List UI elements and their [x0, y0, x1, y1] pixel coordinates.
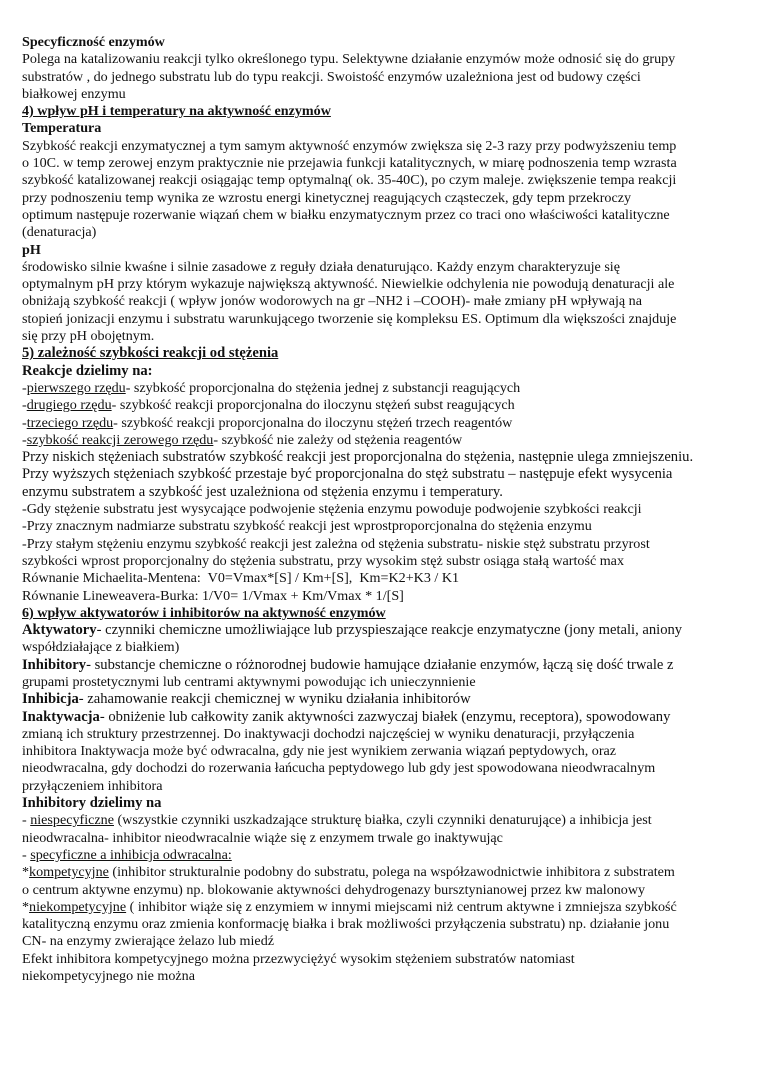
body-text: Przy niskich stężeniach substratów szybkość reakcji jest proporcjonalna do stężenia, następnie ulega zmniejszeniu.	[22, 449, 694, 466]
text-line	[22, 207, 744, 224]
text-line	[22, 812, 744, 829]
text-line	[22, 120, 744, 137]
text-line	[22, 657, 744, 674]
text-line	[22, 674, 744, 691]
text-line	[22, 639, 744, 656]
heading-text: 6) wpływ aktywatorów i inhibitorów na aktywność enzymów	[22, 604, 386, 621]
body-text: (denaturacja)	[22, 224, 97, 241]
body-text: o centrum aktywne enzymu) np. blokowanie aktywności dehydrogenazy bursztynianowej przez kw malonowy	[22, 881, 646, 898]
body-text: - szybkość nie zależy od stężenia reagentów	[213, 431, 463, 448]
body-text: -Przy znacznym nadmiarze substratu szybkość reakcji jest wprostproporcjonalna do stężenia enzymu	[22, 518, 592, 535]
text-line	[22, 328, 744, 345]
document-body	[22, 34, 744, 985]
body-text: środowisko silnie kwaśne i silnie zasadowe z reguły działa denaturująco. Każdy enzym charakteryzuje się	[22, 258, 620, 275]
text-line	[22, 726, 744, 743]
text-line	[22, 553, 744, 570]
text-line	[22, 397, 744, 414]
body-text: inhibitora Inaktywacja może być odwracalna, gdy nie jest wynikiem zerwania wiązań peptydowych, oraz	[22, 743, 617, 760]
body-text: - szybkość reakcji proporcjonalna do iloczynu stężeń subst reagujących	[111, 397, 515, 414]
body-text: (wszystkie czynniki uszkadzające strukturę białka, czyli czynniki denaturujące) a inhibicja jest	[113, 812, 652, 829]
body-text: przyłączeniem inhibitora	[22, 777, 163, 794]
text-line	[22, 899, 744, 916]
text-line	[22, 536, 744, 553]
text-line	[22, 311, 744, 328]
text-line	[22, 916, 744, 933]
body-text: kompetycyjne	[29, 864, 109, 881]
text-line	[22, 518, 744, 535]
text-line	[22, 622, 744, 639]
body-text: specyficzne a inhibicja odwracalna:	[30, 846, 232, 863]
body-text: -	[22, 431, 27, 448]
document-page	[22, 34, 744, 985]
body-text: się przy pH obojętnym.	[22, 328, 155, 345]
body-text: (inhibitor strukturalnie podobny do substratu, polega na współzawodnictwie inhibitora z substratem	[108, 864, 675, 881]
body-text: obniżają szybkość reakcji ( wpływ jonów wodorowych na gr –NH2 i –COOH)- małe zmiany pH wpływają na	[22, 293, 642, 310]
text-line	[22, 51, 744, 68]
text-line	[22, 882, 744, 899]
text-line	[22, 276, 744, 293]
text-line	[22, 103, 744, 120]
body-text: pierwszego rzędu	[26, 379, 126, 396]
body-text: -	[22, 379, 27, 396]
body-text: szybkość katalizowanej reakcji osiągając temp optymalną( ok. 35-40C), po czym maleje. zwiększenie tempa reakcji	[22, 172, 677, 189]
body-text: Polega na katalizowaniu reakcji tylko określonego typu. Selektywne działanie enzymów może odnosić się do grupy	[22, 51, 676, 68]
heading-text: Aktywatory	[22, 622, 97, 639]
body-text: - szybkość reakcji proporcjonalna do iloczynu stężeń trzech reagentów	[113, 414, 513, 431]
body-text: ( inhibitor wiąże się z enzymiem w innymi miejscami niż centrum aktywne i zmniejsza szybkość	[126, 898, 677, 915]
body-text: - substancje chemiczne o różnorodnej budowie hamujące działanie enzymów, łączą się dość trwale z	[86, 656, 674, 673]
text-line	[22, 432, 744, 449]
text-line	[22, 691, 744, 708]
heading-text: Specyficzność enzymów	[22, 34, 165, 50]
text-line	[22, 34, 744, 51]
text-line	[22, 709, 744, 726]
body-text: substratów , do jednego substratu lub do typu reakcji. Swoistość enzymów uzależniona jest od budowy części	[22, 68, 641, 85]
text-line	[22, 138, 744, 155]
heading-text: Inhibitory	[22, 656, 87, 673]
text-line	[22, 155, 744, 172]
heading-text: Inhibicja	[22, 691, 79, 708]
body-text: niespecyficzne	[30, 812, 114, 829]
text-line	[22, 933, 744, 950]
body-text: stopień jonizacji enzymu i substratu warunkującego tworzenie się kompleksu ES. Optimum dla większości znajduje	[22, 310, 677, 327]
body-text: Równanie Lineweavera-Burka: 1/V0= 1/Vmax + Km/Vmax * 1/[S]	[22, 587, 404, 604]
body-text: zmianą ich struktury przestrzennej. Do inaktywacji dochodzi najczęściej w wyniku denaturacji, przyłączenia	[22, 725, 635, 742]
body-text: optimum następuje rozerwanie wiązań chem w białku enzymatycznym przez co traci ono właściwości katalityczne	[22, 206, 670, 223]
heading-text: Reakcje dzielimy na:	[22, 362, 153, 379]
text-line	[22, 449, 744, 466]
body-text: współdziałające z białkiem)	[22, 639, 180, 656]
text-line	[22, 466, 744, 483]
body-text: *	[22, 864, 30, 881]
body-text: -Gdy stężenie substratu jest wysycające podwojenie stężenia enzymu powoduje podwojenie szybkości reakcji	[22, 501, 642, 518]
body-text: Szybkość reakcji enzymatycznej a tym samym aktywność enzymów zwiększa się 2-3 razy przy podwyższeniu temp	[22, 137, 677, 154]
heading-text: 4) wpływ pH i temperatury na aktywność enzymów	[22, 103, 331, 120]
heading-text: pH	[22, 241, 41, 258]
body-text: enzymu substratem a szybkość jest uzależniona od stężenia enzymu i temperatury.	[22, 483, 503, 500]
body-text: -	[22, 846, 31, 863]
body-text: optymalnym pH przy którym wykazuje największą aktywność. Niewielkie odchylenia nie powodują denaturacji ale	[22, 276, 675, 293]
text-line	[22, 484, 744, 501]
text-line	[22, 345, 744, 362]
text-line	[22, 172, 744, 189]
body-text: trzeciego rzędu	[26, 414, 114, 431]
heading-text: Inhibitory dzielimy na	[22, 795, 162, 812]
body-text: grupami prostetycznymi lub centrami aktywnymi powodując ich unieczynnienie	[22, 673, 476, 690]
text-line	[22, 795, 744, 812]
body-text: nieodwracalna- inhibitor nieodwracalnie wiąże się z enzymem trwale go inaktywując	[22, 829, 503, 846]
body-text: Przy wyższych stężeniach szybkość przestaje być proporcjonalna do stęż substratu – następuje efekt wysycenia	[22, 466, 673, 483]
body-text: przy podnoszeniu temp wynika ze wzrostu energi kinetycznej reagujących cząsteczek, gdy tepm przekroczy	[22, 189, 632, 206]
text-line	[22, 190, 744, 207]
body-text: Efekt inhibitora kompetycyjnego można przezwyciężyć wysokim stężeniem substratów natomiast	[22, 950, 575, 967]
text-line	[22, 847, 744, 864]
body-text: - obniżenie lub całkowity zanik aktywności zazwyczaj białek (enzymu, receptora), spowodowany	[99, 708, 671, 725]
body-text: szybkość reakcji zerowego rzędu	[26, 431, 214, 448]
text-line	[22, 968, 744, 985]
text-line	[22, 570, 744, 587]
body-text: o 10C. w temp zerowej enzym praktycznie nie przejawia funkcji katalitycznych, w miarę podnoszenia temp wzrasta	[22, 155, 677, 172]
body-text: - czynniki chemiczne umożliwiające lub przyspieszające reakcje enzymatyczne (jony metali, aniony	[96, 622, 683, 639]
body-text: -	[22, 414, 27, 431]
text-line	[22, 605, 744, 622]
text-line	[22, 242, 744, 259]
body-text: -	[22, 397, 27, 414]
text-line	[22, 778, 744, 795]
text-line	[22, 864, 744, 881]
text-line	[22, 363, 744, 380]
heading-text: Inaktywacja	[22, 708, 100, 725]
body-text: drugiego rzędu	[26, 397, 112, 414]
body-text: - zahamowanie reakcji chemicznej w wyniku działania inhibitorów	[78, 691, 471, 708]
body-text: *	[22, 898, 30, 915]
text-line	[22, 588, 744, 605]
text-line	[22, 830, 744, 847]
text-line	[22, 415, 744, 432]
text-line	[22, 743, 744, 760]
heading-text: Temperatura	[22, 120, 102, 137]
body-text: CN- na enzymy zwierające żelazo lub miedź	[22, 933, 274, 950]
body-text: -Przy stałym stężeniu enzymu szybkość reakcji jest zależna od stężenia substratu- niskie stęż substratu przyrost	[22, 535, 650, 552]
body-text: - szybkość proporcjonalna do stężenia jednej z substancji reagujących	[125, 379, 521, 396]
body-text: niekompetycyjnego nie można	[22, 968, 195, 985]
text-line	[22, 501, 744, 518]
text-line	[22, 760, 744, 777]
text-line	[22, 380, 744, 397]
text-line	[22, 951, 744, 968]
body-text: niekompetycyjne	[29, 898, 127, 915]
body-text: białkowej enzymu	[22, 85, 126, 102]
body-text: Równanie Michaelita-Mentena: V0=Vmax*[S] / Km+[S], Km=K2+K3 / K1	[22, 570, 460, 587]
heading-text: 5) zależność szybkości reakcji od stężenia	[22, 345, 279, 362]
text-line	[22, 259, 744, 276]
body-text: katalityczną enzymu oraz zmienia konformację białka i brak możliwości przyłączenia substratu) np. działanie jonu	[22, 916, 670, 933]
body-text: -	[22, 812, 31, 829]
body-text: nieodwracalna, gdy dochodzi do rozerwania łańcucha peptydowego lub gdy jest spowodowana nieodwracalnym	[22, 760, 656, 777]
text-line	[22, 69, 744, 86]
text-line	[22, 86, 744, 103]
body-text: szybkości wprost proporcjonalny do stężenia substratu, przy wysokim stęż substr osiąga stałą wartość max	[22, 552, 624, 569]
text-line	[22, 224, 744, 241]
text-line	[22, 293, 744, 310]
